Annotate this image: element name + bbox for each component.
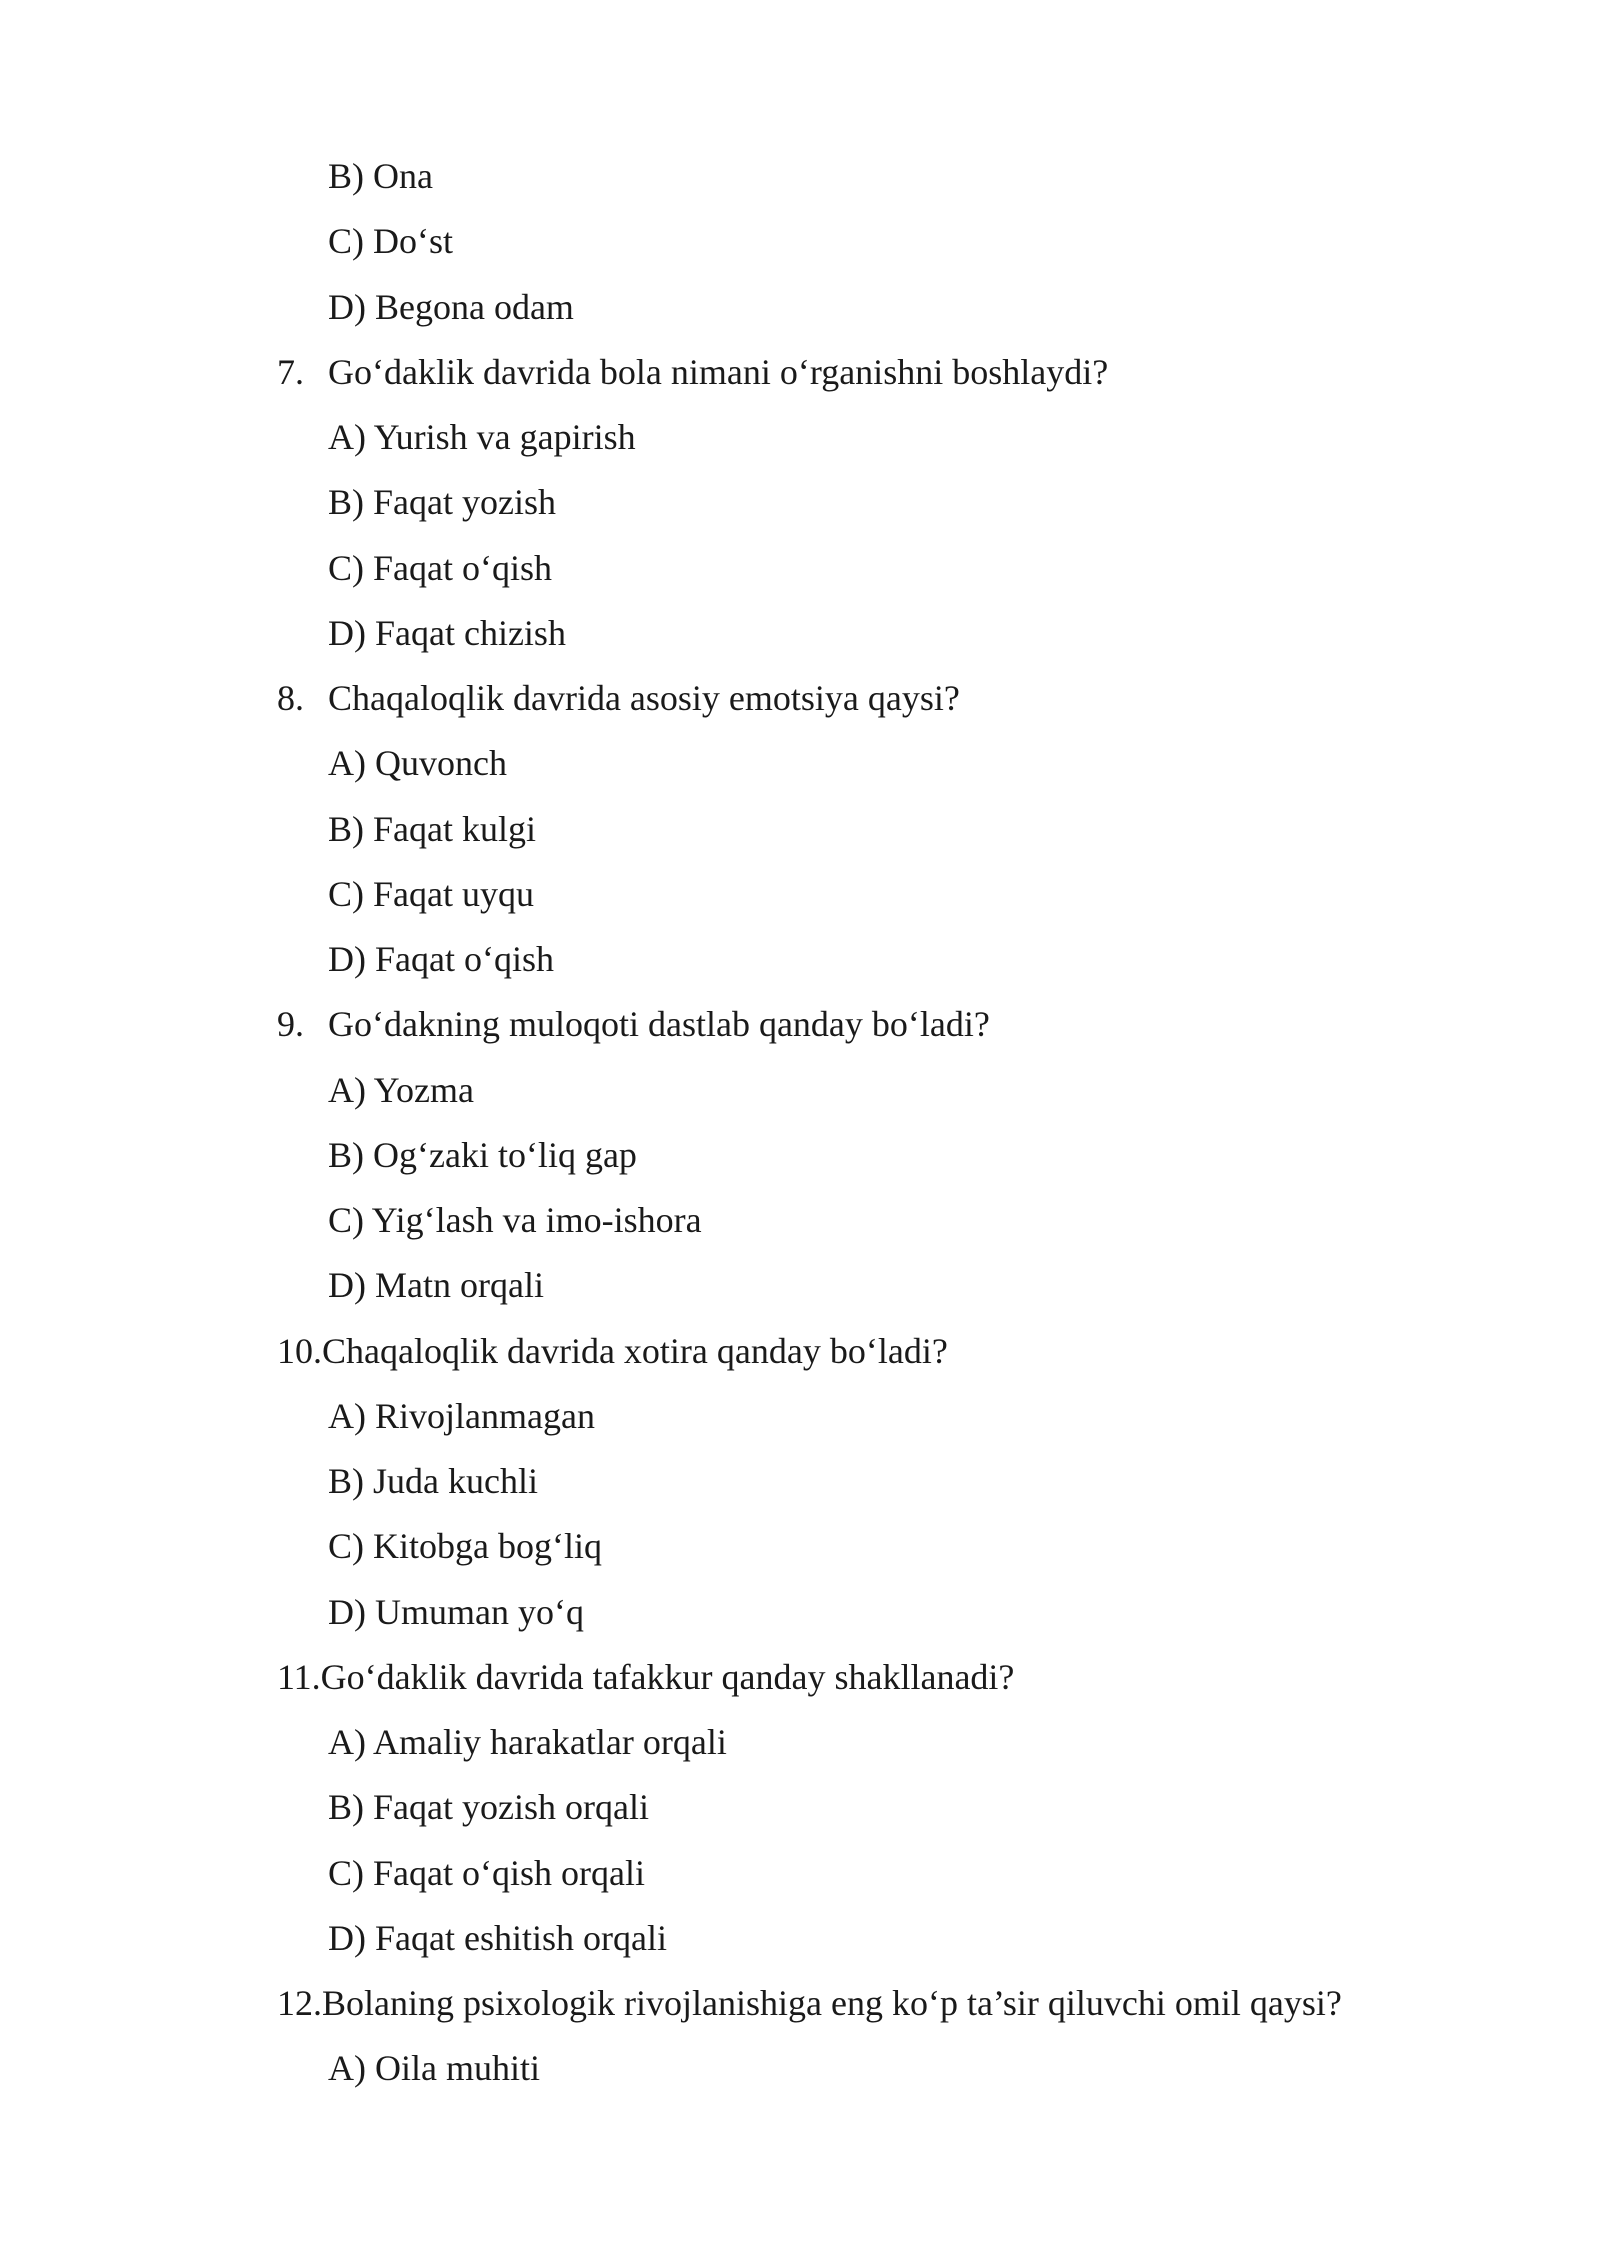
answer-option-text: A) Quvonch bbox=[328, 743, 507, 784]
question-text: Chaqaloqlik davrida xotira qanday bo‘ladi? bbox=[322, 1330, 948, 1371]
answer-option bbox=[0, 735, 1600, 800]
answer-option-text: D) Matn orqali bbox=[328, 1265, 544, 1306]
answer-option bbox=[0, 1910, 1600, 1975]
question-number: 11. bbox=[277, 1656, 321, 1697]
answer-option bbox=[0, 1453, 1600, 1518]
quiz-content bbox=[0, 148, 1600, 2106]
question-number: 9. bbox=[277, 1004, 304, 1045]
answer-option bbox=[0, 1127, 1600, 1192]
answer-option bbox=[0, 213, 1600, 278]
answer-option-text: C) Faqat o‘qish bbox=[328, 547, 552, 588]
answer-option-text: B) Og‘zaki to‘liq gap bbox=[328, 1134, 637, 1175]
answer-option bbox=[0, 1518, 1600, 1583]
answer-option-text: D) Faqat o‘qish bbox=[328, 939, 554, 979]
question-number: 7. bbox=[277, 351, 304, 392]
question-number: 10. bbox=[277, 1330, 322, 1371]
answer-option bbox=[0, 148, 1600, 213]
answer-option-text: A) Rivojlanmagan bbox=[328, 1395, 595, 1436]
answer-option bbox=[0, 1257, 1600, 1322]
answer-option bbox=[0, 540, 1600, 605]
answer-option bbox=[0, 409, 1600, 474]
answer-option bbox=[0, 1779, 1600, 1844]
answer-option-text: D) Faqat chizish bbox=[328, 612, 566, 653]
answer-option-text: A) Yurish va gapirish bbox=[328, 417, 636, 457]
question-text: Go‘daklik davrida bola nimani o‘rganishni boshlaydi? bbox=[328, 351, 1109, 392]
answer-option-text: D) Begona odam bbox=[328, 286, 574, 327]
question-line bbox=[0, 1975, 1600, 2040]
answer-option-text: A) Yozma bbox=[328, 1069, 475, 1110]
answer-option bbox=[0, 2040, 1600, 2105]
answer-option bbox=[0, 1584, 1600, 1649]
answer-option-text: C) Yig‘lash va imo-ishora bbox=[328, 1200, 702, 1240]
answer-option-text: B) Faqat kulgi bbox=[328, 808, 536, 849]
answer-option bbox=[0, 279, 1600, 344]
answer-option-text: C) Kitobga bog‘liq bbox=[328, 1526, 602, 1567]
answer-option bbox=[0, 1192, 1600, 1257]
question-text: Go‘daklik davrida tafakkur qanday shakllanadi? bbox=[320, 1656, 1015, 1697]
question-number: 12. bbox=[277, 1983, 322, 2023]
answer-option-text: C) Do‘st bbox=[328, 221, 453, 262]
question-line bbox=[0, 996, 1600, 1061]
answer-option bbox=[0, 866, 1600, 931]
answer-option-text: C) Faqat uyqu bbox=[328, 873, 534, 914]
answer-option-text: A) Amaliy harakatlar orqali bbox=[328, 1722, 727, 1762]
question-text: Chaqaloqlik davrida asosiy emotsiya qaysi? bbox=[328, 678, 960, 718]
answer-option-text: B) Ona bbox=[328, 156, 433, 196]
answer-option-text: D) Faqat eshitish orqali bbox=[328, 1917, 667, 1958]
answer-option bbox=[0, 801, 1600, 866]
answer-option bbox=[0, 931, 1600, 996]
question-text: Go‘dakning muloqoti dastlab qanday bo‘ladi? bbox=[328, 1004, 990, 1045]
answer-option-text: B) Faqat yozish bbox=[328, 482, 556, 523]
question-line bbox=[0, 670, 1600, 735]
answer-option bbox=[0, 1714, 1600, 1779]
question-text: Bolaning psixologik rivojlanishiga eng ko‘p ta’sir qiluvchi omil qaysi? bbox=[322, 1983, 1342, 2023]
answer-option bbox=[0, 1062, 1600, 1127]
answer-option-text: A) Oila muhiti bbox=[328, 2048, 540, 2089]
answer-option bbox=[0, 1388, 1600, 1453]
question-line bbox=[0, 1323, 1600, 1388]
question-line bbox=[0, 1649, 1600, 1714]
answer-option bbox=[0, 605, 1600, 670]
answer-option-text: B) Juda kuchli bbox=[328, 1461, 538, 1501]
answer-option-text: C) Faqat o‘qish orqali bbox=[328, 1852, 645, 1893]
answer-option bbox=[0, 1845, 1600, 1910]
answer-option-text: B) Faqat yozish orqali bbox=[328, 1787, 649, 1828]
answer-option-text: D) Umuman yo‘q bbox=[328, 1591, 584, 1632]
question-line bbox=[0, 344, 1600, 409]
answer-option bbox=[0, 474, 1600, 539]
question-number: 8. bbox=[277, 678, 304, 718]
